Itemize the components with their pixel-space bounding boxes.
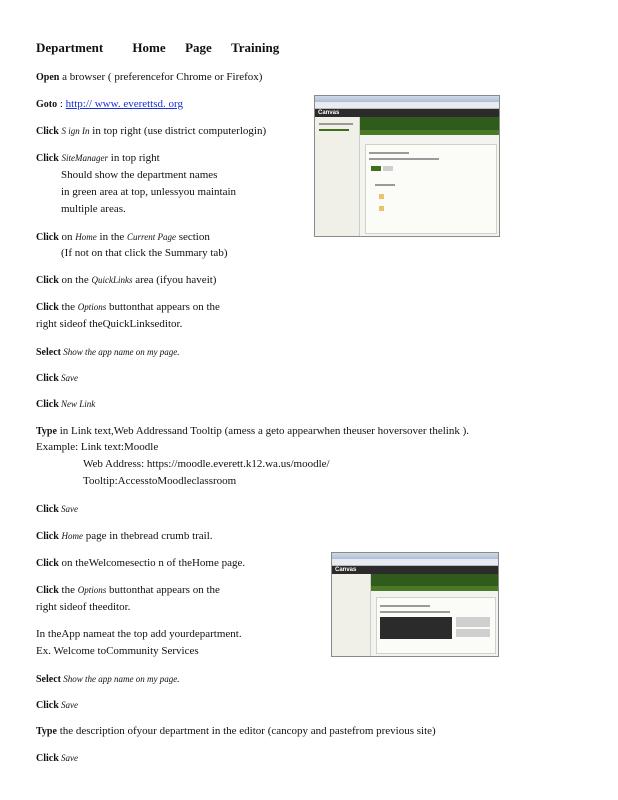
step-example-line: Tooltip:AccesstoMoodleclassroom	[83, 475, 237, 487]
step-sign-in: Click S ign In in top right (use district computerlogin)	[36, 125, 267, 137]
district-url-link[interactable]: http:// www. everettsd. org	[65, 98, 183, 110]
step-select-show: Select Show the app name on my page.	[36, 347, 180, 358]
step-example: Example: Link text:Moodle	[36, 441, 159, 453]
step-note-line: multiple areas.	[61, 203, 126, 215]
step-type-link: Type in Link text,Web Addressand Tooltip (amess a geto appearwhen theuser hoversover thelink ).	[36, 425, 469, 437]
step-goto: Goto : http:// www. everettsd. org	[36, 98, 183, 110]
step-sitemanager: Click SiteManager in top right	[36, 152, 160, 164]
step-select-show: Select Show the app name on my page.	[36, 674, 180, 685]
welcome-editor-screenshot	[331, 552, 499, 657]
step-breadcrumb: Click Home page in thebread crumb trail.	[36, 530, 213, 542]
step-note-line: right sideof theQuickLinkseditor.	[36, 318, 183, 330]
sitemanager-screenshot	[314, 95, 500, 237]
step-note-line: right sideof theeditor.	[36, 601, 131, 613]
step-welcome: Click on theWelcomesectio n of theHome page.	[36, 557, 246, 569]
step-click-home: Click on Home in the Current Page section	[36, 231, 210, 243]
step-example-line: Web Address: https://moodle.everett.k12.wa.us/moodle/	[83, 458, 330, 470]
step-open: Open a browser ( preferencefor Chrome or Firefox)	[36, 71, 263, 83]
step-note-line: Ex. Welcome toCommunity Services	[36, 645, 199, 657]
step-options: Click the Options buttonthat appears on the	[36, 584, 220, 596]
step-quicklinks: Click on the QuickLinks area (ifyou haveit)	[36, 274, 217, 286]
step-note-line: in green area at top, unlessyou maintain	[61, 186, 237, 198]
step-options: Click the Options buttonthat appears on the	[36, 301, 220, 313]
canvas-logo: Canvas	[335, 567, 357, 573]
step-click-save: Click Save	[36, 504, 79, 515]
step-click-save: Click Save	[36, 700, 79, 711]
step-click-save: Click Save	[36, 753, 79, 764]
step-click-save: Click Save	[36, 373, 79, 384]
step-note-line: In theApp nameat the top add yourdepartment.	[36, 628, 242, 640]
step-new-link: Click New Link	[36, 399, 96, 410]
step-note-line: Should show the department names	[61, 169, 218, 181]
step-type-description: Type the description ofyour department in the editor (cancopy and pastefrom previous site)	[36, 725, 436, 737]
canvas-logo: Canvas	[318, 110, 340, 116]
step-note-line: (If not on that click the Summary tab)	[61, 247, 228, 259]
page-title: Department Home Page Training	[36, 40, 280, 55]
